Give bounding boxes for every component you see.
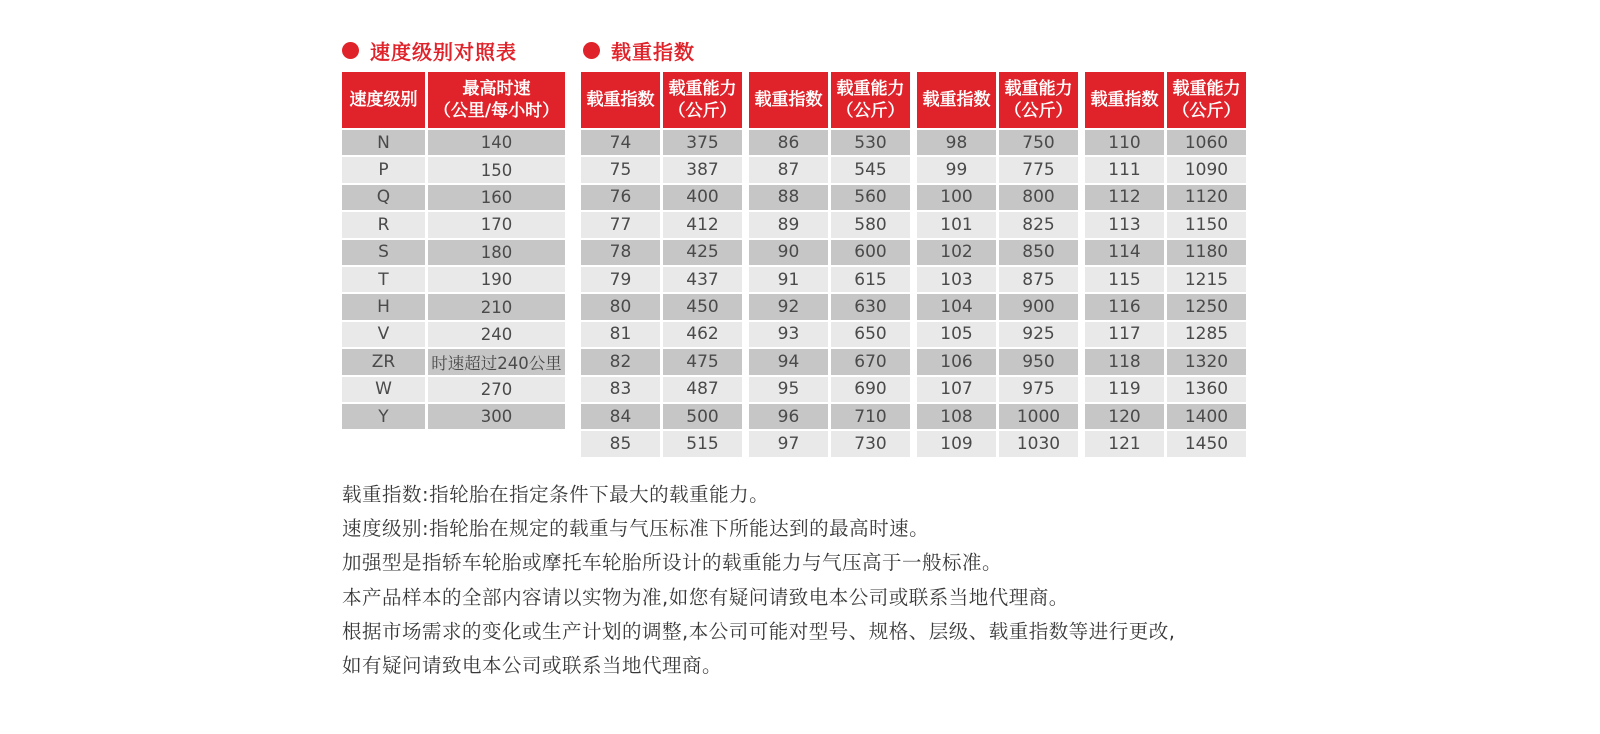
table-row bbox=[749, 404, 910, 429]
load-capacity-column-header: 载重能力 （公斤） bbox=[1167, 72, 1246, 128]
table-row bbox=[917, 349, 1078, 374]
table-cell: 102 bbox=[917, 240, 996, 265]
table-row bbox=[581, 431, 742, 456]
table-cell: 1120 bbox=[1167, 185, 1246, 210]
table-cell: 925 bbox=[999, 322, 1078, 347]
table-cell: 106 bbox=[917, 349, 996, 374]
table-row bbox=[917, 404, 1078, 429]
load-section-title bbox=[583, 39, 695, 64]
table-cell: 425 bbox=[663, 240, 742, 265]
table-cell: 74 bbox=[581, 130, 660, 155]
table-cell: 97 bbox=[749, 431, 828, 456]
table-cell: 90 bbox=[749, 240, 828, 265]
table-row bbox=[749, 294, 910, 319]
table-cell: 387 bbox=[663, 157, 742, 182]
table-cell: P bbox=[342, 157, 425, 182]
table-cell: 560 bbox=[831, 185, 910, 210]
load-group-body bbox=[749, 130, 910, 457]
table-cell: 1215 bbox=[1167, 267, 1246, 292]
table-cell: 100 bbox=[917, 185, 996, 210]
red-dot-icon bbox=[583, 42, 600, 59]
table-row bbox=[749, 240, 910, 265]
red-dot-icon bbox=[342, 42, 359, 59]
table-row bbox=[342, 240, 565, 265]
table-cell: 270 bbox=[428, 377, 565, 402]
table-row bbox=[1085, 130, 1246, 155]
table-cell: 800 bbox=[999, 185, 1078, 210]
table-row bbox=[749, 322, 910, 347]
table-cell: 1320 bbox=[1167, 349, 1246, 374]
table-cell: 875 bbox=[999, 267, 1078, 292]
table-cell: 1000 bbox=[999, 404, 1078, 429]
table-cell: 1030 bbox=[999, 431, 1078, 456]
table-cell: 825 bbox=[999, 212, 1078, 237]
table-cell: 91 bbox=[749, 267, 828, 292]
table-row bbox=[917, 185, 1078, 210]
table-cell: 118 bbox=[1085, 349, 1164, 374]
table-cell: 99 bbox=[917, 157, 996, 182]
table-cell: 690 bbox=[831, 377, 910, 402]
table-cell: 98 bbox=[917, 130, 996, 155]
table-cell: 730 bbox=[831, 431, 910, 456]
table-cell: 670 bbox=[831, 349, 910, 374]
table-row bbox=[342, 404, 565, 429]
table-cell: 119 bbox=[1085, 377, 1164, 402]
speed-table-header bbox=[342, 72, 565, 128]
table-cell: 110 bbox=[1085, 130, 1164, 155]
table-cell: 1400 bbox=[1167, 404, 1246, 429]
table-cell: 150 bbox=[428, 157, 565, 182]
table-cell: 710 bbox=[831, 404, 910, 429]
table-row bbox=[581, 377, 742, 402]
load-index-group-3 bbox=[917, 72, 1078, 459]
table-row bbox=[749, 431, 910, 456]
table-cell: 462 bbox=[663, 322, 742, 347]
table-row bbox=[581, 240, 742, 265]
table-row bbox=[342, 130, 565, 155]
table-row bbox=[581, 212, 742, 237]
load-group-header bbox=[581, 72, 742, 128]
table-row bbox=[749, 267, 910, 292]
table-row bbox=[581, 349, 742, 374]
table-row bbox=[917, 294, 1078, 319]
table-cell: S bbox=[342, 240, 425, 265]
load-section-title-label: 载重指数 bbox=[611, 39, 695, 64]
table-cell: 79 bbox=[581, 267, 660, 292]
table-cell: 117 bbox=[1085, 322, 1164, 347]
table-cell: 96 bbox=[749, 404, 828, 429]
speed-section-title bbox=[342, 39, 517, 64]
table-cell: 101 bbox=[917, 212, 996, 237]
table-cell: 120 bbox=[1085, 404, 1164, 429]
note-line: 如有疑问请致电本公司或联系当地代理商。 bbox=[342, 654, 723, 678]
table-cell: 650 bbox=[831, 322, 910, 347]
table-cell: 530 bbox=[831, 130, 910, 155]
table-cell: 412 bbox=[663, 212, 742, 237]
table-row bbox=[342, 185, 565, 210]
table-row bbox=[1085, 240, 1246, 265]
table-cell: V bbox=[342, 322, 425, 347]
table-cell: ZR bbox=[342, 349, 425, 374]
table-cell: 114 bbox=[1085, 240, 1164, 265]
table-row bbox=[581, 267, 742, 292]
max-speed-column-header: 最高时速 （公里/每小时） bbox=[428, 72, 565, 128]
table-cell: 950 bbox=[999, 349, 1078, 374]
table-cell: 111 bbox=[1085, 157, 1164, 182]
table-row bbox=[917, 377, 1078, 402]
table-cell: 93 bbox=[749, 322, 828, 347]
table-row bbox=[1085, 157, 1246, 182]
table-row bbox=[1085, 404, 1246, 429]
load-group-header bbox=[749, 72, 910, 128]
note-line: 本产品样本的全部内容请以实物为准,如您有疑问请致电本公司或联系当地代理商。 bbox=[342, 585, 1069, 609]
load-index-table bbox=[581, 72, 1246, 459]
table-cell: N bbox=[342, 130, 425, 155]
load-group-header bbox=[1085, 72, 1246, 128]
table-row bbox=[581, 157, 742, 182]
table-row bbox=[917, 322, 1078, 347]
table-cell: 160 bbox=[428, 185, 565, 210]
table-cell: 210 bbox=[428, 294, 565, 319]
table-cell: 时速超过240公里 bbox=[428, 349, 565, 374]
table-cell: 580 bbox=[831, 212, 910, 237]
table-cell: R bbox=[342, 212, 425, 237]
table-row bbox=[749, 157, 910, 182]
table-row bbox=[1085, 267, 1246, 292]
table-cell: 104 bbox=[917, 294, 996, 319]
table-cell: H bbox=[342, 294, 425, 319]
table-row bbox=[342, 349, 565, 374]
table-cell: 1250 bbox=[1167, 294, 1246, 319]
table-cell: 180 bbox=[428, 240, 565, 265]
table-row bbox=[917, 240, 1078, 265]
table-cell: 775 bbox=[999, 157, 1078, 182]
table-cell: 190 bbox=[428, 267, 565, 292]
table-cell: 750 bbox=[999, 130, 1078, 155]
note-line: 根据市场需求的变化或生产计划的调整,本公司可能对型号、规格、层级、载重指数等进行更改, bbox=[342, 619, 1176, 643]
table-cell: 400 bbox=[663, 185, 742, 210]
load-group-body bbox=[581, 130, 742, 457]
table-cell: 450 bbox=[663, 294, 742, 319]
table-row bbox=[581, 185, 742, 210]
table-row bbox=[917, 431, 1078, 456]
table-cell: 92 bbox=[749, 294, 828, 319]
table-cell: Y bbox=[342, 404, 425, 429]
table-cell: W bbox=[342, 377, 425, 402]
table-cell: Q bbox=[342, 185, 425, 210]
table-cell: 240 bbox=[428, 322, 565, 347]
table-cell: 1180 bbox=[1167, 240, 1246, 265]
table-cell: 1360 bbox=[1167, 377, 1246, 402]
table-cell: 500 bbox=[663, 404, 742, 429]
table-cell: 82 bbox=[581, 349, 660, 374]
table-cell: 975 bbox=[999, 377, 1078, 402]
table-cell: 80 bbox=[581, 294, 660, 319]
footer-notes bbox=[342, 478, 1175, 683]
speed-rating-table bbox=[342, 72, 565, 431]
load-index-column-header: 载重指数 bbox=[1085, 72, 1164, 128]
table-row bbox=[749, 377, 910, 402]
speed-section-title-label: 速度级别对照表 bbox=[370, 39, 517, 64]
table-cell: 109 bbox=[917, 431, 996, 456]
table-row bbox=[749, 185, 910, 210]
table-row bbox=[342, 322, 565, 347]
load-group-body bbox=[1085, 130, 1246, 457]
table-cell: 94 bbox=[749, 349, 828, 374]
table-cell: 113 bbox=[1085, 212, 1164, 237]
table-cell: 375 bbox=[663, 130, 742, 155]
table-cell: 105 bbox=[917, 322, 996, 347]
table-row bbox=[1085, 431, 1246, 456]
table-row bbox=[342, 267, 565, 292]
note-line: 速度级别:指轮胎在规定的载重与气压标准下所能达到的最高时速。 bbox=[342, 517, 930, 541]
table-cell: 121 bbox=[1085, 431, 1164, 456]
table-row bbox=[917, 212, 1078, 237]
table-row bbox=[1085, 322, 1246, 347]
table-cell: T bbox=[342, 267, 425, 292]
table-cell: 515 bbox=[663, 431, 742, 456]
table-row bbox=[917, 130, 1078, 155]
table-row bbox=[749, 349, 910, 374]
table-cell: 107 bbox=[917, 377, 996, 402]
table-cell: 83 bbox=[581, 377, 660, 402]
load-index-group-1 bbox=[581, 72, 742, 459]
table-cell: 1150 bbox=[1167, 212, 1246, 237]
speed-rating-column-header: 速度级别 bbox=[342, 72, 425, 128]
table-cell: 1090 bbox=[1167, 157, 1246, 182]
table-cell: 78 bbox=[581, 240, 660, 265]
table-row bbox=[749, 130, 910, 155]
load-index-column-header: 载重指数 bbox=[749, 72, 828, 128]
table-cell: 75 bbox=[581, 157, 660, 182]
table-cell: 112 bbox=[1085, 185, 1164, 210]
table-cell: 487 bbox=[663, 377, 742, 402]
table-cell: 1060 bbox=[1167, 130, 1246, 155]
table-cell: 87 bbox=[749, 157, 828, 182]
note-line: 加强型是指轿车轮胎或摩托车轮胎所设计的载重能力与气压高于一般标准。 bbox=[342, 551, 1003, 575]
load-index-column-header: 载重指数 bbox=[917, 72, 996, 128]
table-cell: 103 bbox=[917, 267, 996, 292]
table-cell: 84 bbox=[581, 404, 660, 429]
table-row bbox=[342, 294, 565, 319]
table-cell: 600 bbox=[831, 240, 910, 265]
table-row bbox=[1085, 212, 1246, 237]
table-cell: 86 bbox=[749, 130, 828, 155]
table-cell: 76 bbox=[581, 185, 660, 210]
table-cell: 1450 bbox=[1167, 431, 1246, 456]
load-index-group-4 bbox=[1085, 72, 1246, 459]
table-cell: 81 bbox=[581, 322, 660, 347]
load-capacity-column-header: 载重能力 （公斤） bbox=[999, 72, 1078, 128]
table-row bbox=[342, 212, 565, 237]
table-cell: 116 bbox=[1085, 294, 1164, 319]
table-cell: 89 bbox=[749, 212, 828, 237]
load-group-header bbox=[917, 72, 1078, 128]
table-cell: 95 bbox=[749, 377, 828, 402]
table-cell: 88 bbox=[749, 185, 828, 210]
table-cell: 630 bbox=[831, 294, 910, 319]
table-row bbox=[342, 377, 565, 402]
note-line: 载重指数:指轮胎在指定条件下最大的载重能力。 bbox=[342, 483, 770, 506]
table-cell: 170 bbox=[428, 212, 565, 237]
table-cell: 140 bbox=[428, 130, 565, 155]
table-cell: 85 bbox=[581, 431, 660, 456]
load-index-group-2 bbox=[749, 72, 910, 459]
load-group-body bbox=[917, 130, 1078, 457]
table-cell: 850 bbox=[999, 240, 1078, 265]
load-index-column-header: 载重指数 bbox=[581, 72, 660, 128]
table-cell: 77 bbox=[581, 212, 660, 237]
table-cell: 300 bbox=[428, 404, 565, 429]
table-cell: 108 bbox=[917, 404, 996, 429]
table-cell: 615 bbox=[831, 267, 910, 292]
table-row bbox=[749, 212, 910, 237]
table-cell: 900 bbox=[999, 294, 1078, 319]
table-row bbox=[917, 267, 1078, 292]
table-row bbox=[1085, 349, 1246, 374]
table-cell: 437 bbox=[663, 267, 742, 292]
load-capacity-column-header: 载重能力 （公斤） bbox=[663, 72, 742, 128]
table-row bbox=[1085, 377, 1246, 402]
speed-table-body bbox=[342, 130, 565, 429]
table-row bbox=[1085, 185, 1246, 210]
table-row bbox=[581, 404, 742, 429]
table-row bbox=[917, 157, 1078, 182]
table-cell: 475 bbox=[663, 349, 742, 374]
table-row bbox=[581, 294, 742, 319]
table-row bbox=[581, 322, 742, 347]
table-row bbox=[581, 130, 742, 155]
load-capacity-column-header: 载重能力 （公斤） bbox=[831, 72, 910, 128]
table-row bbox=[342, 157, 565, 182]
table-cell: 115 bbox=[1085, 267, 1164, 292]
table-cell: 545 bbox=[831, 157, 910, 182]
table-row bbox=[1085, 294, 1246, 319]
table-cell: 1285 bbox=[1167, 322, 1246, 347]
